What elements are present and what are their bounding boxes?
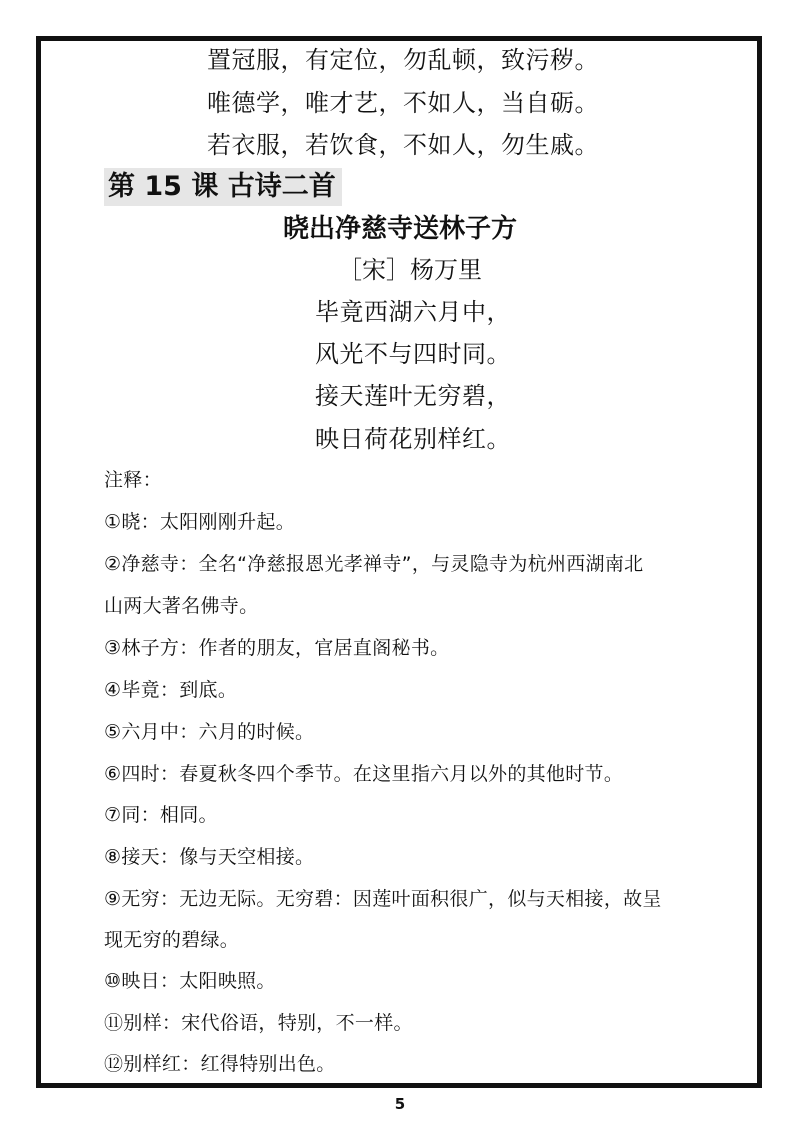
intro-verse-1: 置冠服，有定位，勿乱顿，致污秽。 [207, 46, 599, 74]
note-item: ②净慈寺：全名“净慈报恩光孝禅寺”，与灵隐寺为杭州西湖南北 [104, 553, 644, 575]
poem-title: 晓出净慈寺送林子方 [282, 214, 517, 244]
poem-line-4: 映日荷花别样红。 [315, 425, 511, 453]
notes-heading: 注释： [104, 469, 162, 491]
note-item: ⑥四时：春夏秋冬四个季节。在这里指六月以外的其他时节。 [104, 763, 624, 785]
note-item-continuation: 山两大著名佛寺。 [104, 595, 259, 617]
intro-verse-3: 若衣服，若饮食，不如人，勿生戚。 [207, 131, 599, 159]
note-item: ⑤六月中：六月的时候。 [104, 721, 315, 743]
note-item-continuation: 现无穷的碧绿。 [104, 929, 240, 951]
lesson-title: 第 15 课 古诗二首 [104, 168, 342, 206]
note-item: ⑦同：相同。 [104, 804, 218, 826]
note-item: ⑫别样红：红得特别出色。 [104, 1053, 336, 1075]
note-item: ⑧接天：像与天空相接。 [104, 846, 315, 868]
note-item: ③林子方：作者的朋友，官居直阁秘书。 [104, 637, 450, 659]
note-item: ⑪别样：宋代俗语，特别，不一样。 [104, 1012, 413, 1034]
note-item: ⑩映日：太阳映照。 [104, 970, 276, 992]
poem-line-2: 风光不与四时同。 [315, 340, 511, 368]
note-item: ④毕竟：到底。 [104, 679, 238, 701]
note-item: ①晓：太阳刚刚升起。 [104, 511, 296, 533]
intro-verse-2: 唯德学，唯才艺，不如人，当自砺。 [207, 89, 599, 117]
note-item: ⑨无穷：无边无际。无穷碧：因莲叶面积很广，似与天相接，故呈 [104, 888, 662, 910]
page-number: 5 [394, 1095, 406, 1113]
poem-line-3: 接天莲叶无穷碧， [315, 382, 511, 410]
poem-line-1: 毕竟西湖六月中， [315, 298, 511, 326]
poem-author: ［宋］杨万里 [338, 256, 482, 284]
